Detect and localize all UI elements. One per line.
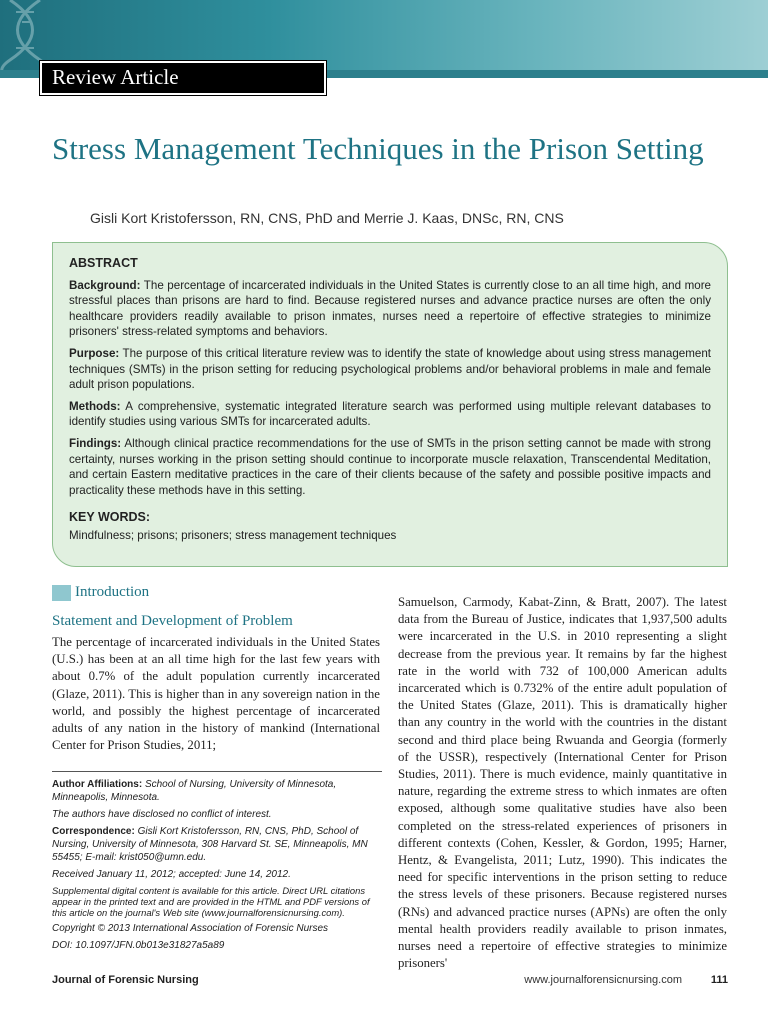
correspondence-line (52, 825, 382, 864)
section-marker-icon (52, 585, 71, 601)
affiliation-text: School of Nursing, University of Minnesota, Minneapolis, Minnesota. (52, 779, 337, 803)
affiliation-line (52, 778, 382, 804)
article-authors: Gisli Kort Kristofersson, RN, CNS, PhD and Merrie J. Kaas, DNSc, RN, CNS (90, 210, 564, 226)
left-column (52, 584, 380, 754)
footer-url-link[interactable]: www.journalforensicnursing.com (524, 974, 682, 986)
abstract-label: Findings: (69, 436, 122, 450)
keywords-heading: KEY WORDS: (69, 510, 151, 525)
abstract-box (52, 242, 728, 567)
abstract-text: Although clinical practice recommendations for the use of SMTs in the prison setting cannot be made with strong certainty, nurses working in the prison setting should continue to incorporate muscle relaxation, Transcendental Meditation, and certain Eastern meditative practices in the care of their clients because of the safety and possible positive impacts and practicality these methods have in this setting. (69, 436, 711, 497)
left-paragraph: The percentage of incarcerated individuals in the United States (U.S.) has been at an all time high for the last few years with about 0.7% of the adult population currently incarcerated (Glaze, 2011). This is higher than in any sovereign nation in the world, and possibly the highest percentage of incarcerated adults of any nation in the history of mankind (International Center for Prison Studies, 2011; (52, 635, 380, 753)
author-affiliations (52, 771, 382, 956)
abstract-methods (69, 399, 711, 430)
subsection-title: Statement and Development of Problem (52, 613, 293, 629)
correspondence-label: Correspondence: (52, 826, 135, 837)
copyright: Copyright © 2013 International Association of Forensic Nurses (52, 923, 329, 934)
footer-page-number: 111 (710, 974, 728, 986)
abstract-text: The percentage of incarcerated individuals in the United States is currently close to an all time high, and more stressful places than prisons are hard to find. Because registered nurses and advance practice nurses are often the only healthcare providers readily available to prison inmates, nurses need a repertoire of effective strategies to minimize prisoners' stress-related symptoms and behaviors. (69, 278, 711, 339)
abstract-text: The purpose of this critical literature review was to identify the state of knowledge about using stress management techniques (SMTs) in the prison setting for reducing psychological problems and/or behavioral problems in male and female adult prison populations. (69, 346, 711, 392)
article-type-text: Review Article (52, 65, 179, 89)
article-title: Stress Management Techniques in the Prison Setting (52, 131, 704, 166)
abstract-heading: ABSTRACT (69, 256, 138, 270)
section-title: Introduction (75, 584, 150, 600)
page-footer (52, 974, 728, 990)
abstract-label: Background: (69, 278, 141, 292)
article-type-label (40, 61, 326, 95)
abstract-purpose (69, 346, 711, 393)
section-heading (52, 584, 380, 601)
abstract-background (69, 278, 711, 340)
received-date: Received January 11, 2012; accepted: June 14, 2012. (52, 869, 291, 880)
footer-journal-name: Journal of Forensic Nursing (52, 974, 199, 986)
doi: DOI: 10.1097/JFN.0b013e31827a5a89 (52, 940, 225, 951)
affiliation-label: Author Affiliations: (52, 779, 143, 790)
conflict-statement: The authors have disclosed no conflict of interest. (52, 809, 272, 820)
abstract-text: A comprehensive, systematic integrated literature search was performed using multiple relevant databases to identify studies using various SMTs for incarcerated adults. (69, 399, 711, 429)
abstract-label: Methods: (69, 399, 121, 413)
abstract-findings (69, 436, 711, 498)
correspondence-text: Gisli Kort Kristofersson, RN, CNS, PhD, School of Nursing, University of Minnesota, 308 Harvard St. SE, Minneapolis, MN 55455; E-mail: krist050@umn.edu. (52, 826, 368, 863)
right-paragraph: Samuelson, Carmody, Kabat-Zinn, & Bratt, 2007). The latest data from the Bureau of Justice, indicates that 1,937,500 adults were incarcerated in the U.S. in 2010 representing a slight decrease from the previous year. It remains by far the highest rate in the world with 732 of 100,000 American adults incarcerated which is 0.732% of the entire adult population of the United States (Glaze, 2011). This is dramatically higher than any country in the world with the countries in the distant second and third place being Rwuanda and Georgia (formerly of the USSR), respectively (International Center for Prison Studies, 2011). There is much evidence, mainly quantitative in nature, regarding the extreme stress to which inmates are often exposed, although some qualitative studies have also been completed on the stress-related experiences of prisoners in different contexts (Cohen, Kessler, & Gordon, 1995; Harner, Hentz, & Evangelista, 2011; Lutz, 1990). This indicates the need for specific interventions in the prison setting to reduce the stress levels of these prisoners. Because registered nurses (RNs) and advanced practice nurses (APNs) are often the only mental health providers readily available to prison inmates, nurses need a repertoire of effective strategies to minimize prisoners' (398, 595, 727, 971)
abstract-label: Purpose: (69, 346, 120, 360)
supplemental-note: Supplemental digital content is available for this article. Direct URL citations appear in the printed text and are provided in the HTML and PDF versions of this article on the journal's Web site (www.journalforensicnursing.com). (52, 885, 370, 918)
right-column (398, 594, 727, 972)
keywords-list: Mindfulness; prisons; prisoners; stress management techniques (69, 528, 397, 542)
